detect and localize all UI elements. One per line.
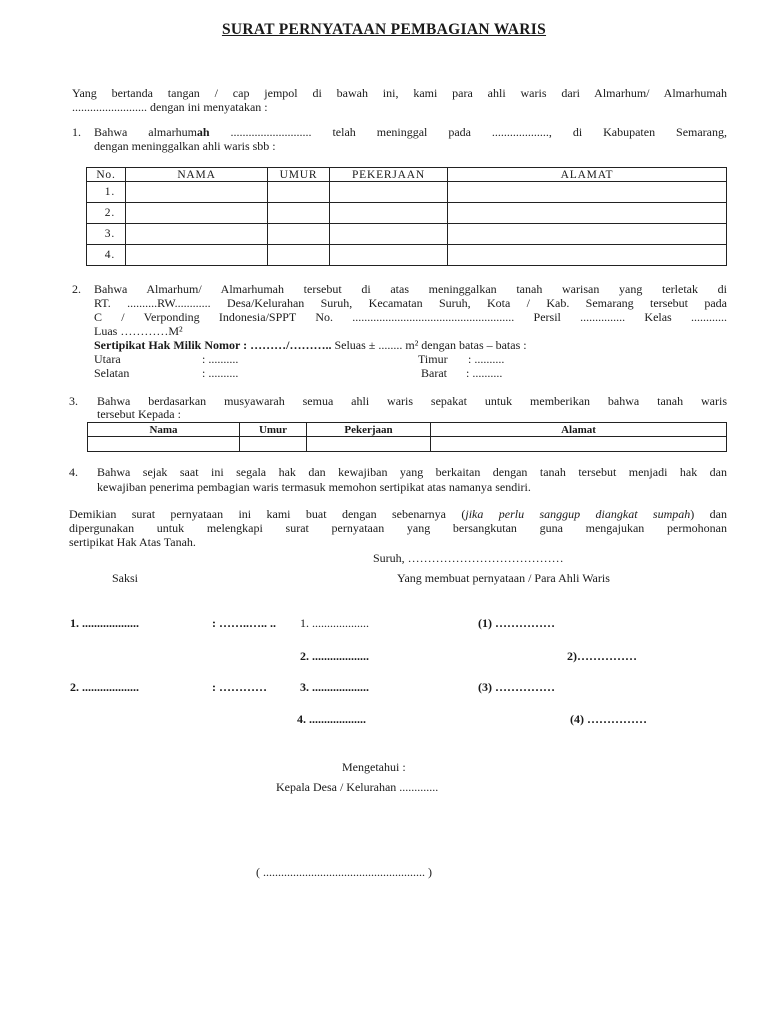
- item-4-number: 4.: [69, 465, 78, 479]
- recipient-header-nama: Nama: [88, 423, 240, 437]
- boundary-north-value: : ..........: [202, 352, 239, 366]
- heirs-cell-pekerjaan: [330, 203, 448, 224]
- table-row: [88, 437, 727, 452]
- heirs-cell-pekerjaan: [330, 182, 448, 203]
- closing-post: ) dan: [690, 507, 727, 521]
- heir-2-signature: 2)……………: [567, 649, 637, 663]
- heirs-header-nama: NAMA: [126, 168, 268, 182]
- heir-3-name: 3. ...................: [300, 680, 369, 694]
- table-row: [87, 224, 727, 245]
- recipient-cell-nama: [88, 437, 240, 452]
- table-row: [87, 203, 727, 224]
- heirs-cell-nama: [126, 182, 268, 203]
- declarant-label: Yang membuat pernyataan / Para Ahli Waris: [397, 571, 610, 585]
- recipient-header-alamat: Alamat: [431, 423, 727, 437]
- heirs-cell-alamat: [448, 182, 727, 203]
- intro-line-1: Yang bertanda tangan / cap jempol di bawah ini, kami para ahli waris dari Almarhum/ Almarhumah: [72, 86, 727, 100]
- boundary-east-value: : ..........: [468, 352, 505, 366]
- heirs-cell-nama: [126, 203, 268, 224]
- heir-4-name: 4. ...................: [297, 712, 366, 726]
- recipient-cell-umur: [240, 437, 307, 452]
- heirs-row-number: 4.: [87, 245, 126, 266]
- heir-1-signature: (1) ……………: [478, 616, 555, 630]
- item-2-line-2: RT. ..........RW............ Desa/Kelurahan Suruh, Kecamatan Suruh, Kota / Kab. Semarang tersebut pada: [94, 296, 727, 310]
- closing-pre: Demikian surat pernyataan ini kami buat dengan sebenarnya (: [69, 507, 466, 521]
- table-row: [87, 245, 727, 266]
- item-4-line-1: Bahwa sejak saat ini segala hak dan kewajiban yang berkaitan dengan tanah tersebut menjadi hak dan: [97, 465, 727, 479]
- heirs-cell-umur: [268, 203, 330, 224]
- heirs-cell-umur: [268, 182, 330, 203]
- item-1-line-2: dengan meninggalkan ahli waris sbb :: [94, 139, 276, 153]
- witness-2-signature: : …………: [212, 680, 267, 694]
- recipient-cell-alamat: [431, 437, 727, 452]
- heirs-header-no: No.: [87, 168, 126, 182]
- heirs-header-pekerjaan: PEKERJAAN: [330, 168, 448, 182]
- boundary-west-value: : ..........: [466, 366, 503, 380]
- heirs-cell-alamat: [448, 245, 727, 266]
- heirs-table-header: [87, 168, 727, 182]
- item-1-line-1: [94, 125, 727, 140]
- heirs-table: [86, 167, 727, 266]
- heirs-cell-alamat: [448, 203, 727, 224]
- item-3-line-1: Bahwa berdasarkan musyawarah semua ahli waris sepakat untuk memberikan bahwa tanah waris: [97, 394, 727, 408]
- heir-3-signature: (3) ……………: [478, 680, 555, 694]
- recipient-header-umur: Umur: [240, 423, 307, 437]
- heirs-header-alamat: ALAMAT: [448, 168, 727, 182]
- table-row: [87, 182, 727, 203]
- heir-1-name: 1. ...................: [300, 616, 369, 630]
- closing-line-2: dipergunakan untuk melengkapi surat pernyataan yang bersangkutan guna mengajukan permohonan: [69, 521, 727, 535]
- item-2-area: Luas …………M²: [94, 324, 183, 338]
- witness-1-name: 1. ...................: [70, 616, 139, 630]
- recipient-cell-pekerjaan: [307, 437, 431, 452]
- acknowledge-label: Mengetahui :: [342, 760, 406, 774]
- boundary-south-value: : ..........: [202, 366, 239, 380]
- item-1-bold: ah: [196, 125, 210, 139]
- recipient-table-header: [88, 423, 727, 437]
- certificate-rest: Seluas ± ........ m² dengan batas – batas :: [331, 338, 527, 352]
- heirs-cell-umur: [268, 224, 330, 245]
- closing-line-3: sertipikat Hak Atas Tanah.: [69, 535, 196, 549]
- heirs-cell-alamat: [448, 224, 727, 245]
- heir-2-name: 2. ...................: [300, 649, 369, 663]
- recipient-header-pekerjaan: Pekerjaan: [307, 423, 431, 437]
- item-2-line-3: C / Verponding Indonesia/SPPT No. ...................................................... Persil ............... Kelas ............: [94, 310, 727, 324]
- recipient-table: [87, 422, 727, 452]
- boundary-east-label: Timur: [418, 352, 448, 366]
- boundary-west-label: Barat: [421, 366, 447, 380]
- item-1-post: ........................... telah meninggal pada ..................., di Kabupaten Semarang,: [209, 125, 728, 139]
- heirs-row-number: 3.: [87, 224, 126, 245]
- heirs-cell-umur: [268, 245, 330, 266]
- heirs-cell-pekerjaan: [330, 245, 448, 266]
- boundary-north-label: Utara: [94, 352, 121, 366]
- village-head-signature-line: ( ...................................................... ): [256, 865, 432, 879]
- heirs-row-number: 1.: [87, 182, 126, 203]
- place-date: Suruh, …………………………………: [373, 551, 564, 565]
- heirs-row-number: 2.: [87, 203, 126, 224]
- heirs-cell-nama: [126, 224, 268, 245]
- item-3-line-2: tersebut Kepada :: [97, 407, 181, 421]
- heirs-cell-pekerjaan: [330, 224, 448, 245]
- item-2-line-1: Bahwa Almarhum/ Almarhumah tersebut di atas meninggalkan tanah warisan yang terletak di: [94, 282, 727, 296]
- closing-line-1: [69, 507, 727, 522]
- intro-line-2: ......................... dengan ini menyatakan :: [72, 100, 268, 114]
- certificate-label: Sertipikat Hak Milik Nomor : ………/………..: [94, 338, 332, 352]
- heir-4-signature: (4) ……………: [570, 712, 647, 726]
- boundary-south-label: Selatan: [94, 366, 130, 380]
- item-2-number: 2.: [72, 282, 81, 296]
- witness-label: Saksi: [112, 571, 139, 585]
- heirs-header-umur: UMUR: [268, 168, 330, 182]
- village-head-label: Kepala Desa / Kelurahan .............: [276, 780, 439, 794]
- document-title: SURAT PERNYATAAN PEMBAGIAN WARIS: [221, 21, 547, 38]
- item-1-pre: Bahwa almarhum: [94, 125, 197, 139]
- item-1-number: 1.: [72, 125, 81, 139]
- witness-1-signature: : ……..….. ..: [212, 616, 276, 630]
- closing-italic: jika perlu sanggup diangkat sumpah: [465, 507, 691, 521]
- heirs-cell-nama: [126, 245, 268, 266]
- witness-2-name: 2. ...................: [70, 680, 139, 694]
- item-4-line-2: kewajiban penerima pembagian waris termasuk memohon sertipikat atas namanya sendiri.: [97, 480, 531, 494]
- item-3-number: 3.: [69, 394, 78, 408]
- item-2-certificate: [94, 338, 527, 353]
